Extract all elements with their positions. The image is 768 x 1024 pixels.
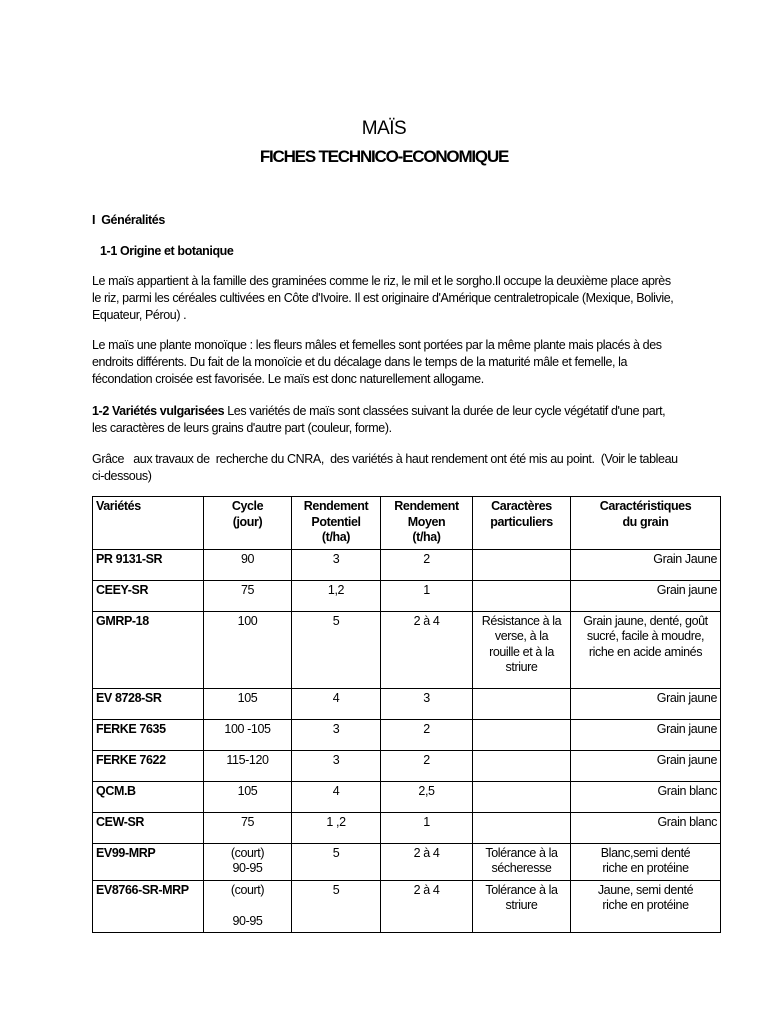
cell-rendement-potentiel: 1 ,2: [292, 812, 381, 843]
section-heading-generalites: I Généralités: [92, 213, 165, 227]
subsection-heading-varietes: 1-2 Variétés vulgarisées: [92, 404, 225, 418]
doc-title: MAÏS: [361, 118, 407, 139]
paragraph-cnra: Grâce aux travaux de recherche du CNRA, des variétés à haut rendement ont été mis au point. (Voir le tableau ci-dessous): [92, 452, 681, 483]
cell-rendement-potentiel: 3: [292, 549, 381, 580]
cell-variety: CEEY-SR: [93, 580, 204, 611]
cell-cycle: 105: [204, 688, 292, 719]
cell-caracteres-particuliers: [473, 549, 571, 580]
table-body: [93, 549, 721, 933]
cell-caracteres-particuliers: Tolérance à la sécheresse: [473, 843, 571, 880]
cell-caracteres-particuliers: Tolérance à la striure: [473, 880, 571, 933]
cell-caracteristiques-grain: Grain jaune: [571, 688, 721, 719]
table-row: [93, 688, 721, 719]
cell-caracteristiques-grain: Grain blanc: [571, 781, 721, 812]
cell-cycle: 90: [204, 549, 292, 580]
cell-caracteristiques-grain: Grain jaune: [571, 719, 721, 750]
column-header-caracteres-particuliers: Caractères particuliers: [473, 497, 571, 550]
cell-cycle: 100 -105: [204, 719, 292, 750]
cell-variety: EV 8728-SR: [93, 688, 204, 719]
table-header-row: [93, 497, 721, 550]
column-header-cycle: Cycle (jour): [204, 497, 292, 550]
cell-caracteristiques-grain: Grain jaune: [571, 750, 721, 781]
cell-variety: FERKE 7622: [93, 750, 204, 781]
paragraph-monoique: Le maïs une plante monoïque : les fleurs mâles et femelles sont portées par la même plante mais placés à des endroits différents. Du fait de la monoïcie et du décalage dans le temps de la maturité mâle et femelle, la fécondation croisée est favorisée. Le maïs est donc naturellement allogame.: [92, 338, 662, 386]
cell-caracteristiques-grain: Grain jaune, denté, goût sucré, facile à moudre, riche en acide aminés: [571, 611, 721, 688]
cell-caracteres-particuliers: [473, 750, 571, 781]
cell-rendement-potentiel: 4: [292, 688, 381, 719]
cell-cycle: 75: [204, 812, 292, 843]
cell-cycle: (court) 90-95: [204, 843, 292, 880]
cell-rendement-potentiel: 3: [292, 750, 381, 781]
table-row: [93, 750, 721, 781]
table-row: [93, 580, 721, 611]
cell-caracteres-particuliers: [473, 781, 571, 812]
cell-rendement-moyen: 2,5: [381, 781, 473, 812]
cell-rendement-moyen: 2: [381, 750, 473, 781]
cell-caracteres-particuliers: Résistance à la verse, à la rouille et à la striure: [473, 611, 571, 688]
subsection-heading-origine: 1-1 Origine et botanique: [100, 244, 234, 258]
cell-variety: FERKE 7635: [93, 719, 204, 750]
cell-rendement-potentiel: 3: [292, 719, 381, 750]
cell-cycle: 115-120: [204, 750, 292, 781]
cell-variety: EV8766-SR-MRP: [93, 880, 204, 933]
column-header-caracteristiques-grain: Caractéristiques du grain: [571, 497, 721, 550]
cell-caracteristiques-grain: Grain blanc: [571, 812, 721, 843]
cell-rendement-moyen: 2: [381, 719, 473, 750]
cell-rendement-potentiel: 5: [292, 843, 381, 880]
cell-cycle: 105: [204, 781, 292, 812]
table-row: [93, 719, 721, 750]
cell-rendement-moyen: 2: [381, 549, 473, 580]
column-header-variety: Variétés: [93, 497, 204, 550]
paragraph-varietes: [92, 403, 682, 437]
cell-variety: PR 9131-SR: [93, 549, 204, 580]
column-header-rendement-moyen: Rendement Moyen (t/ha): [381, 497, 473, 550]
table-row: [93, 781, 721, 812]
cell-cycle: 75: [204, 580, 292, 611]
cell-variety: CEW-SR: [93, 812, 204, 843]
cell-rendement-moyen: 1: [381, 812, 473, 843]
varieties-table: [92, 496, 721, 933]
table-row: [93, 880, 721, 933]
cell-rendement-potentiel: 5: [292, 880, 381, 933]
cell-rendement-moyen: 2 à 4: [381, 880, 473, 933]
cell-cycle: (court) 90-95: [204, 880, 292, 933]
table-row: [93, 611, 721, 688]
cell-variety: EV99-MRP: [93, 843, 204, 880]
cell-variety: QCM.B: [93, 781, 204, 812]
column-header-rendement-potentiel: Rendement Potentiel (t/ha): [292, 497, 381, 550]
doc-subtitle: FICHES TECHNICO-ECONOMIQUE: [259, 147, 509, 166]
table-row: [93, 549, 721, 580]
cell-rendement-potentiel: 4: [292, 781, 381, 812]
cell-caracteristiques-grain: Grain Jaune: [571, 549, 721, 580]
cell-variety: GMRP-18: [93, 611, 204, 688]
cell-rendement-moyen: 2 à 4: [381, 611, 473, 688]
paragraph-origine: Le maïs appartient à la famille des graminées comme le riz, le mil et le sorgho.Il occupe la deuxième place après le riz, parmi les céréales cultivées en Côte d'Ivoire. Il est originaire d'Amérique centraletropicale (Mexique, Bolivie, Equateur, Pérou) .: [92, 274, 674, 322]
cell-caracteres-particuliers: [473, 812, 571, 843]
cell-caracteristiques-grain: Blanc,semi denté riche en protéine: [571, 843, 721, 880]
cell-rendement-moyen: 1: [381, 580, 473, 611]
cell-caracteres-particuliers: [473, 580, 571, 611]
cell-cycle: 100: [204, 611, 292, 688]
paragraph-varietes-text: Les variétés de maïs sont classées suivant la durée de leur cycle végétatif d'une part, les caractères de leurs grains d'autre part (couleur, forme).: [92, 404, 666, 435]
cell-rendement-moyen: 3: [381, 688, 473, 719]
table-row: [93, 843, 721, 880]
cell-rendement-potentiel: 5: [292, 611, 381, 688]
table-row: [93, 812, 721, 843]
cell-caracteristiques-grain: Jaune, semi denté riche en protéine: [571, 880, 721, 933]
cell-caracteres-particuliers: [473, 688, 571, 719]
cell-rendement-potentiel: 1,2: [292, 580, 381, 611]
cell-rendement-moyen: 2 à 4: [381, 843, 473, 880]
cell-caracteristiques-grain: Grain jaune: [571, 580, 721, 611]
cell-caracteres-particuliers: [473, 719, 571, 750]
